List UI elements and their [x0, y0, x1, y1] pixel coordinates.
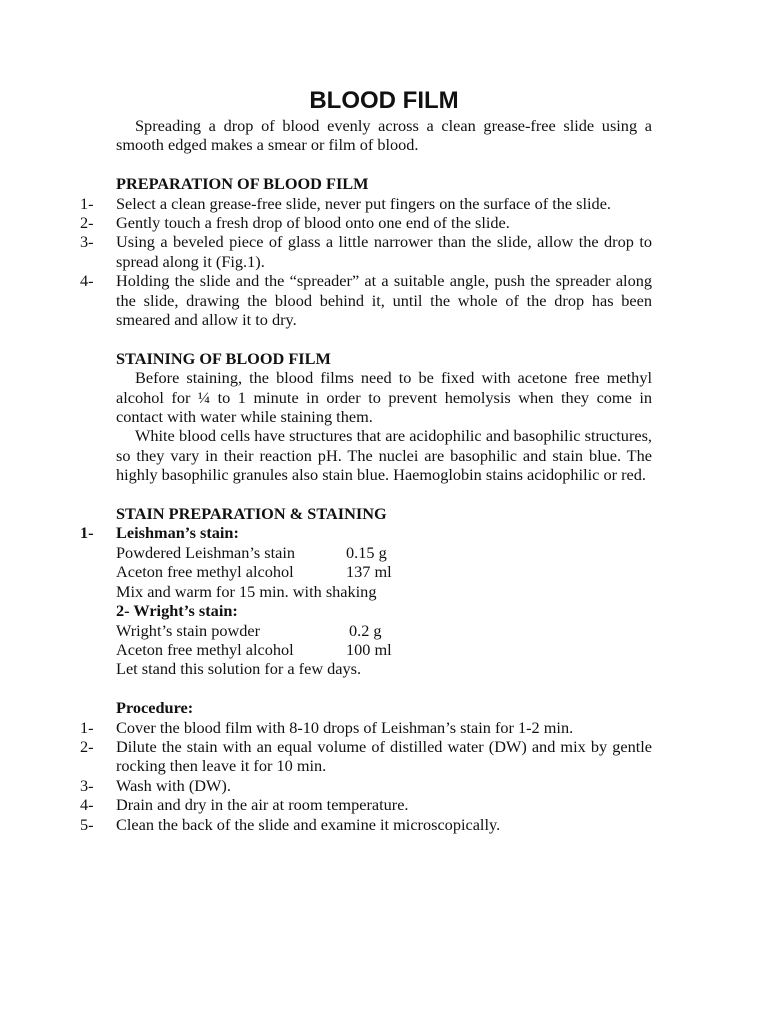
step-text: Select a clean grease-free slide, never put fingers on the surface of the slide.: [116, 193, 611, 213]
step-marker: 4-: [80, 271, 94, 291]
reagent-name: Aceton free methyl alcohol: [116, 639, 294, 659]
reagent-row: [116, 621, 652, 640]
page-title: BLOOD FILM: [309, 87, 459, 114]
leishman-stain-item: [80, 523, 652, 601]
preparation-heading: PREPARATION OF BLOOD FILM: [116, 174, 369, 194]
intro-paragraph: Spreading a drop of blood evenly across a clean grease-free slide using a smooth edged makes a smear or film of blood.: [116, 116, 652, 155]
step-text: Dilute the stain with an equal volume of distilled water (DW) and mix by gentle rocking then leave it for 10 min.: [116, 736, 652, 776]
reagent-name: Powdered Leishman’s stain: [116, 542, 296, 562]
reagent-row: [116, 562, 652, 581]
step-marker: 5-: [80, 814, 94, 834]
reagent-row: [116, 640, 652, 659]
step-text: Cover the blood film with 8-10 drops of Leishman’s stain for 1-2 min.: [116, 717, 574, 737]
preparation-step: [80, 213, 652, 233]
step-text: Holding the slide and the “spreader” at a suitable angle, push the spreader along the slide, drawing the blood behind it, until the whole of the drop has been smeared and allow it to dry.: [116, 271, 652, 330]
procedure-step: [80, 795, 652, 815]
reagent-note: Let stand this solution for a few days.: [116, 659, 362, 679]
step-marker: 1-: [80, 193, 94, 213]
reagent-amount: 137 ml: [346, 562, 392, 582]
step-text: Drain and dry in the air at room temperature.: [116, 795, 409, 815]
step-marker: 1-: [80, 717, 94, 737]
wright-title: 2- Wright’s stain:: [116, 601, 238, 621]
reagent-name: Wright’s stain powder: [116, 620, 261, 640]
preparation-step: [80, 232, 652, 271]
leishman-title: Leishman’s stain:: [116, 523, 239, 543]
staining-paragraph: Before staining, the blood films need to be fixed with acetone free methyl alcohol for ¼ to 1 minute in order to prevent hemolysis when they come in contact with water while staining them.: [116, 368, 652, 427]
step-marker: 1-: [80, 523, 94, 543]
reagent-amount: 0.2 g: [349, 620, 382, 640]
reagent-amount: 0.15 g: [346, 542, 387, 562]
staining-paragraph: White blood cells have structures that are acidophilic and basophilic structures, so they vary in their reaction pH. The nuclei are basophilic and stain blue. The highly basophilic granules also stain blue. Haemoglobin stains acidophilic or red.: [116, 426, 652, 485]
stain-list: [80, 523, 652, 601]
reagent-row: [116, 543, 652, 562]
step-marker: 3-: [80, 232, 94, 252]
preparation-steps: [80, 193, 652, 330]
step-marker: 2-: [80, 213, 94, 233]
step-marker: 4-: [80, 795, 94, 815]
procedure-steps: [80, 717, 652, 834]
step-marker: 2-: [80, 736, 94, 756]
procedure-step: [80, 814, 652, 834]
step-text: Wash with (DW).: [116, 775, 231, 795]
document-body: [80, 116, 652, 834]
step-text: Using a beveled piece of glass a little narrower than the slide, allow the drop to spread along it (Fig.1).: [116, 232, 652, 271]
procedure-step: [80, 717, 652, 737]
preparation-step: [80, 271, 652, 330]
staining-heading: STAINING OF BLOOD FILM: [116, 348, 331, 368]
reagent-amount: 100 ml: [346, 639, 392, 659]
step-text: Clean the back of the slide and examine it microscopically.: [116, 814, 501, 834]
procedure-step: [80, 775, 652, 795]
reagent-name: Aceton free methyl alcohol: [116, 562, 294, 582]
procedure-step: [80, 736, 652, 776]
stain-prep-heading: STAIN PREPARATION & STAINING: [116, 504, 387, 524]
procedure-heading: Procedure:: [116, 698, 194, 718]
step-text: Gently touch a fresh drop of blood onto one end of the slide.: [116, 213, 510, 233]
preparation-step: [80, 193, 652, 213]
step-marker: 3-: [80, 775, 94, 795]
reagent-note: Mix and warm for 15 min. with shaking: [116, 581, 377, 601]
